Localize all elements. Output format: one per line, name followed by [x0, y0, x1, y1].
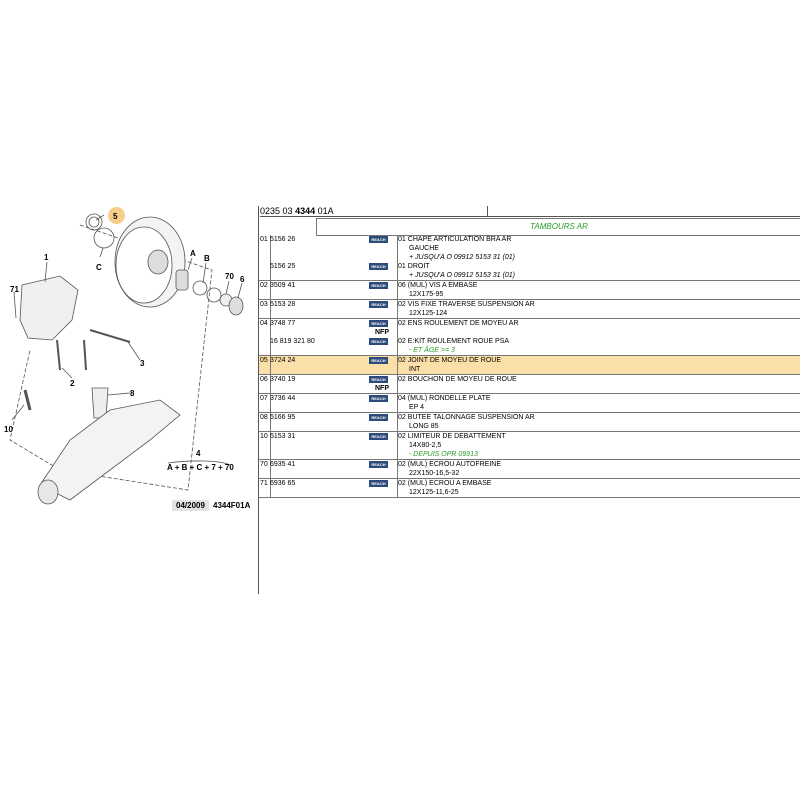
- description-line: + JUSQU'A O 09912 5153 31 (01): [409, 254, 515, 261]
- reference-column: [270, 413, 398, 431]
- description-line: (MUL) VIS A EMBASE: [407, 282, 478, 289]
- description-line: LONG 85: [409, 423, 439, 430]
- quantity: 04: [398, 395, 406, 402]
- description-line: - ET ÂGE >= 3: [409, 347, 455, 354]
- part-row[interactable]: [259, 432, 800, 460]
- description-line: (MUL) RONDELLE PLATE: [407, 395, 491, 402]
- description-line: E:KIT ROULEMENT ROUE PSA: [407, 338, 510, 345]
- quantity: 01: [398, 263, 406, 270]
- reference-column: [270, 235, 398, 280]
- description-column: [398, 319, 800, 355]
- description-column: [398, 432, 800, 459]
- description-line: JOINT DE MOYEU DE ROUE: [407, 357, 502, 364]
- part-number: 08: [259, 413, 271, 431]
- description-line: 14X80-2,5: [409, 442, 442, 449]
- reference-code[interactable]: 3724 24: [270, 357, 296, 364]
- reference-code[interactable]: 5153 31: [270, 433, 296, 440]
- part-number: 70: [259, 460, 271, 478]
- quantity: 02: [398, 301, 406, 308]
- part-row[interactable]: [259, 300, 800, 319]
- quantity: 06: [398, 282, 406, 289]
- reference-code[interactable]: 6936 65: [270, 480, 296, 487]
- reach-badge: REACH: [369, 461, 388, 468]
- callout-A: A: [190, 249, 196, 258]
- reach-badge: REACH: [369, 395, 388, 402]
- callout-4: 4: [196, 449, 201, 458]
- description-line: 12X125-124: [409, 310, 448, 317]
- reach-badge: REACH: [369, 263, 388, 270]
- part-number: 03: [259, 300, 271, 318]
- reference-column: [270, 479, 398, 497]
- quantity: 02: [398, 357, 406, 364]
- quantity: 01: [398, 236, 406, 243]
- description-column: [398, 413, 800, 431]
- callout-C: C: [96, 263, 102, 272]
- reference-code[interactable]: 3736 44: [270, 395, 296, 402]
- description-line: 12X125-11,6-25: [409, 489, 459, 496]
- reference-column: [270, 460, 398, 478]
- reference-code[interactable]: 5156 26: [270, 236, 296, 243]
- header-rule: [260, 216, 800, 217]
- description-line: EP 4: [409, 404, 425, 411]
- description-line: 12X175-95: [409, 291, 444, 298]
- description-column: [398, 460, 800, 478]
- part-number: 06: [259, 375, 271, 393]
- quantity: 02: [398, 320, 406, 327]
- description-line: LIMITEUR DE DEBATTEMENT: [407, 433, 506, 440]
- description-line: 22X150-16,5-32: [409, 470, 460, 477]
- description-line: BUTEE TALONNAGE SUSPENSION AR: [407, 414, 535, 421]
- reference-column: [270, 375, 398, 393]
- reach-badge: REACH: [369, 357, 388, 364]
- quantity: 02: [398, 480, 406, 487]
- description-line: DROIT: [407, 263, 430, 270]
- description-column: [398, 281, 800, 299]
- description-column: [398, 235, 800, 280]
- part-row[interactable]: [259, 460, 800, 479]
- reference-column: [270, 300, 398, 318]
- part-number: 05: [259, 356, 271, 374]
- assembly-formula: A + B + C + 7 + 70: [167, 463, 234, 472]
- reach-badge: REACH: [369, 282, 388, 289]
- quantity: 02: [398, 461, 406, 468]
- reference-code[interactable]: 6935 41: [270, 461, 296, 468]
- part-row[interactable]: [259, 394, 800, 413]
- callout-B: B: [204, 254, 210, 263]
- part-number: 01: [259, 235, 271, 280]
- description-column: [398, 356, 800, 374]
- part-number: 71: [259, 479, 271, 497]
- part-row[interactable]: [259, 319, 800, 356]
- part-row[interactable]: [259, 479, 800, 498]
- callout-71: 71: [10, 285, 19, 294]
- reference-code[interactable]: 3509 41: [270, 282, 296, 289]
- callout-10: 10: [4, 425, 13, 434]
- reference-column: [270, 432, 398, 459]
- reference-code[interactable]: 5156 25: [270, 263, 296, 270]
- category-title: TAMBOURS AR: [316, 218, 800, 236]
- nfp-label: NFP: [375, 385, 389, 392]
- reach-badge: REACH: [369, 320, 388, 327]
- header-suffix: 01A: [317, 206, 334, 216]
- part-row[interactable]: [259, 413, 800, 432]
- quantity: 02: [398, 338, 406, 345]
- header-divider: [487, 206, 488, 216]
- description-line: CHAPE ARTICULATION BRA AR: [407, 236, 512, 243]
- description-column: [398, 479, 800, 497]
- description-line: INT: [409, 366, 421, 373]
- reach-badge: REACH: [369, 433, 388, 440]
- nfp-label: NFP: [375, 329, 389, 336]
- reference-code[interactable]: 5153 28: [270, 301, 296, 308]
- description-column: [398, 394, 800, 412]
- header-code: 4344: [295, 206, 316, 216]
- description-column: [398, 300, 800, 318]
- callout-1: 1: [44, 253, 49, 262]
- reach-badge: REACH: [369, 480, 388, 487]
- exploded-diagram: [0, 200, 258, 530]
- parts-table: [259, 235, 800, 498]
- part-row[interactable]: [259, 375, 800, 394]
- quantity: 02: [398, 433, 406, 440]
- description-line: BOUCHON DE MOYEU DE ROUE: [407, 376, 517, 383]
- callout-70: 70: [225, 272, 234, 281]
- part-number: 04: [259, 319, 271, 355]
- diagram-date: 04/2009: [172, 500, 209, 511]
- part-row[interactable]: [259, 235, 800, 281]
- part-number: 02: [259, 281, 271, 299]
- callout-8: 8: [130, 389, 135, 398]
- reach-badge: REACH: [369, 236, 388, 243]
- reference-column: [270, 356, 398, 374]
- reference-code[interactable]: 16 819 321 80: [270, 338, 315, 345]
- quantity: 02: [398, 414, 406, 421]
- callout-6: 6: [240, 275, 245, 284]
- reference-column: [270, 281, 398, 299]
- reference-column: [270, 394, 398, 412]
- part-number: 10: [259, 432, 271, 459]
- description-line: VIS FIXE TRAVERSE SUSPENSION AR: [407, 301, 535, 308]
- part-row[interactable]: [259, 281, 800, 300]
- reference-column: [270, 319, 398, 355]
- figure-reference: 4344F01A: [213, 501, 251, 510]
- callout-3: 3: [140, 359, 145, 368]
- description-line: - DEPUIS OPR 09913: [409, 451, 478, 458]
- reach-badge: REACH: [369, 376, 388, 383]
- description-line: (MUL) ECROU AUTOFREINE: [407, 461, 502, 468]
- header-prefix: 0235 03: [260, 206, 293, 216]
- reference-code[interactable]: 3740 19: [270, 376, 296, 383]
- reference-code[interactable]: 5166 95: [270, 414, 296, 421]
- description-line: ENS ROULEMENT DE MOYEU AR: [407, 320, 519, 327]
- description-line: + JUSQU'A O 09912 5153 31 (01): [409, 272, 515, 279]
- description-line: (MUL) ECROU A EMBASE: [407, 480, 492, 487]
- description-line: GAUCHE: [409, 245, 439, 252]
- callout-2: 2: [70, 379, 75, 388]
- reach-badge: REACH: [369, 338, 388, 345]
- reach-badge: REACH: [369, 301, 388, 308]
- reach-badge: REACH: [369, 414, 388, 421]
- part-number: 07: [259, 394, 271, 412]
- description-column: [398, 375, 800, 393]
- reference-code[interactable]: 3748 77: [270, 320, 296, 327]
- part-row[interactable]: [259, 356, 800, 375]
- callout-5: 5: [113, 212, 118, 221]
- quantity: 02: [398, 376, 406, 383]
